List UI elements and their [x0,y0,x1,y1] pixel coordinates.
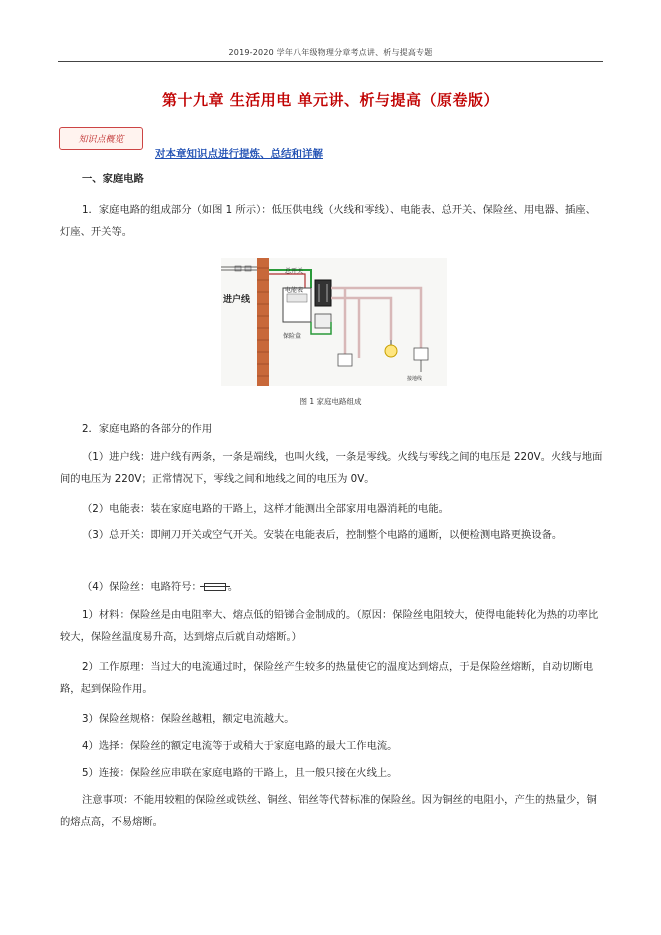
fuse-prefix: （4）保险丝：电路符号： [82,581,202,593]
paragraph-fuse-connection: 5）连接：保险丝应串联在家庭电路的干路上，且一般只接在火线上。 [82,767,398,779]
page-header: 2019-2020 学年八年级物理分章考点讲、析与提高专题 [228,48,433,57]
household-circuit-figure [221,258,447,386]
paragraph-fuse-spec: 3）保险丝规格：保险丝越粗，额定电流越大。 [82,713,295,725]
section-heading: 一、家庭电路 [82,173,144,185]
header-rule [58,61,603,62]
paragraph-fuse [60,576,603,598]
main-switch-icon [315,280,331,306]
circuit-illustration [221,258,447,386]
label-main-switch: 总开关 [285,269,304,275]
label-meter: 电能表 [285,288,304,294]
paragraph-parts-heading: 2．家庭电路的各部分的作用 [82,423,213,435]
paragraph-fuse-selection: 4）选择：保险丝的额定电流等于或稍大于家庭电路的最大工作电流。 [82,740,398,752]
paragraph-incoming-line: （1）进户线：进户线有两条，一条是端线，也叫火线，一条是零线。火线与零线之间的电压是 220V。火线与地面间的电压为 220V；正常情况下，零线之间和地线之间的电压为 0V。 [60,451,603,485]
paragraph-fuse-material: 1）材料：保险丝是由电阻率大、熔点低的铅锑合金制成的。（原因：保险丝电阻较大，使得电能转化为热的功率比较大，保险丝温度易升高，达到熔点后就自动熔断。） [60,609,599,643]
fuse-box-icon [315,314,331,328]
switch-icon [414,348,428,360]
paragraph-fuse-principle: 2）工作原理：当过大的电流通过时，保险丝产生较多的热量使它的温度达到熔点，于是保险丝熔断，自动切断电路，起到保险作用。 [60,661,594,695]
paragraph-main-switch: （3）总开关：即闸刀开关或空气开关。安装在电能表后，控制整个电路的通断，以便检测电路更换设备。 [82,529,563,541]
label-ground-wire: 接地线 [407,376,423,382]
label-incoming: 进户线 [223,294,251,304]
insulator-icon [221,266,257,271]
paragraph-composition: 1．家庭电路的组成部分（如图 1 所示）：低压供电线（火线和零线）、电能表、总开关、保险丝、用电器、插座、灯座、开关等。 [60,204,596,238]
overview-link[interactable]: 对本章知识点进行提炼、总结和详解 [155,148,323,160]
fuse-symbol-icon [204,583,226,591]
brick-wall [257,258,269,386]
paragraph-meter: （2）电能表：装在家庭电路的干路上，这样才能测出全部家用电器消耗的电能。 [82,503,449,515]
knowledge-overview-badge: 知识点概览 [59,127,143,150]
label-fuse-box: 保险盒 [283,334,302,340]
chapter-title: 第十九章 生活用电 单元讲、析与提高（原卷版） [162,91,499,109]
lamp-icon [385,345,397,357]
socket-icon [338,354,352,366]
fuse-suffix: 。 [227,581,239,593]
figure-caption: 图 1 家庭电路组成 [299,397,362,406]
paragraph-notes: 注意事项：不能用较粗的保险丝或铁丝、铜丝、铝丝等代替标准的保险丝。因为铜丝的电阻小，产生的热量少，铜的熔点高，不易熔断。 [60,794,597,828]
